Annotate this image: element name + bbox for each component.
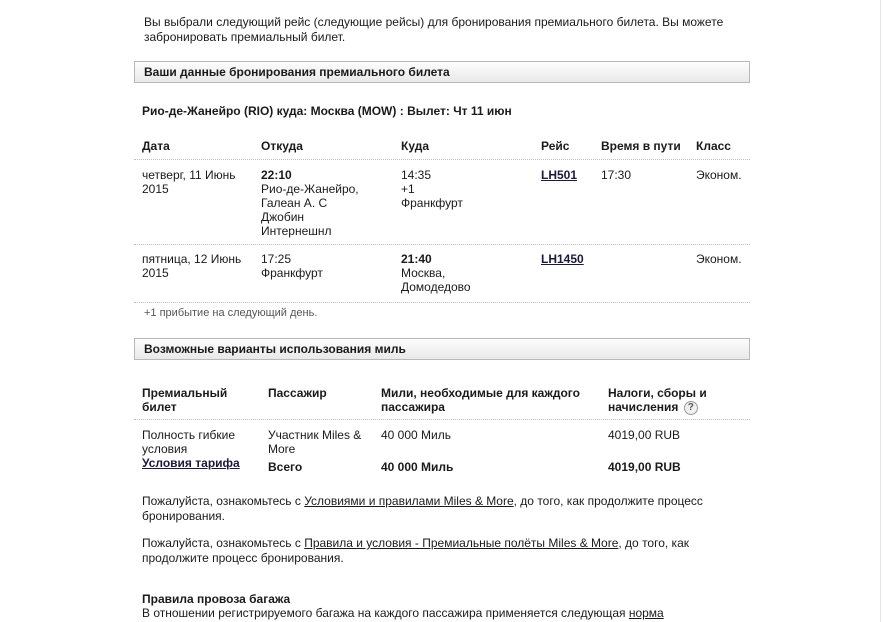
- terms-text: , до того, как продолжите процесс бронирования.: [142, 494, 703, 523]
- baggage-text: [142, 606, 742, 621]
- route-origin: Рио-де-Жанейро (RIO): [142, 104, 274, 118]
- col-class: Класс: [696, 139, 731, 153]
- divider: [134, 302, 750, 303]
- col-award-ticket-line: Премиальный: [142, 386, 228, 400]
- flight-number: [541, 252, 584, 266]
- award-type-line: условия: [142, 442, 188, 456]
- col-taxes: [608, 386, 707, 415]
- dep-place: Рио-де-Жанейро,: [261, 182, 359, 196]
- col-flight: Рейс: [541, 139, 570, 153]
- flight-duration: 17:30: [601, 168, 632, 182]
- award-flights-terms-link[interactable]: Правила и условия - Премиальные полёты Miles & More: [304, 536, 619, 550]
- terms-paragraph-2: [142, 536, 742, 566]
- booking-section-header: Ваши данные бронирования премиального билета: [134, 61, 750, 83]
- miles-value: 40 000 Миль: [381, 428, 451, 442]
- arr-time: 14:35: [401, 168, 432, 182]
- col-passenger: Пассажир: [268, 386, 327, 400]
- arr-place: Домодедово: [401, 280, 471, 294]
- flight-cabin: Эконом.: [696, 252, 742, 266]
- date-year: 2015: [142, 182, 169, 196]
- miles-more-terms-link[interactable]: Условиями и правилами Miles & More: [304, 494, 514, 508]
- date-year: 2015: [142, 266, 169, 280]
- right-border: [880, 0, 881, 622]
- passenger-type-line: Участник Miles &: [268, 428, 362, 442]
- total-miles: 40 000 Миль: [381, 460, 454, 474]
- flight-arrival: [401, 168, 463, 210]
- baggage-allowance-link[interactable]: норма: [628, 606, 664, 620]
- flight-departure: [261, 252, 323, 280]
- col-from: Откуда: [261, 139, 303, 153]
- next-day-marker: +1: [401, 182, 415, 196]
- fare-conditions-link[interactable]: Условия тарифа: [142, 456, 240, 470]
- baggage-title: Правила провоза багажа: [142, 592, 291, 606]
- col-miles-line: Мили, необходимые для каждого: [381, 386, 580, 400]
- col-taxes-line: [608, 400, 707, 415]
- flight-departure: [261, 168, 359, 238]
- col-date: Дата: [142, 139, 170, 153]
- terms-text: Пожалуйста, ознакомьтесь с: [142, 494, 305, 508]
- total-taxes: 4019,00 RUB: [608, 460, 681, 474]
- flight-number-link[interactable]: LH1450: [541, 252, 584, 266]
- route-summary: [142, 104, 512, 118]
- date-line: четверг, 11 Июнь: [142, 168, 236, 182]
- flight-number-link[interactable]: LH501: [541, 168, 578, 182]
- flight-cabin: Эконом.: [696, 168, 742, 182]
- date-line: пятница, 12 Июнь: [142, 252, 242, 266]
- intro-text: Вы выбрали следующий рейс (следующие рейсы) для бронирования премиального билета. Вы можете забронировать премиальный билет.: [144, 15, 724, 44]
- col-miles-required: [381, 386, 580, 414]
- taxes-value: 4019,00 RUB: [608, 428, 681, 442]
- col-miles-line: пассажира: [381, 400, 445, 414]
- col-taxes-label: начисления: [608, 400, 679, 414]
- col-duration: Время в пути: [601, 139, 681, 153]
- dep-time: 17:25: [261, 252, 292, 266]
- flight-date: [142, 252, 241, 280]
- award-type: [142, 428, 240, 470]
- total-label: Всего: [268, 460, 303, 474]
- dep-place: Джобин: [261, 210, 305, 224]
- route-to-label: куда:: [276, 104, 308, 118]
- arr-place: Франкфурт: [401, 196, 463, 210]
- miles-section-header: Возможные варианты использования миль: [134, 338, 750, 360]
- col-taxes-line: Налоги, сборы и: [608, 386, 707, 400]
- col-award-ticket: [142, 386, 227, 414]
- arr-place: Москва,: [401, 266, 446, 280]
- flight-arrival: [401, 252, 471, 294]
- route-departure-label: Вылет:: [407, 104, 450, 118]
- next-day-footnote: +1 прибытие на следующий день.: [144, 307, 318, 319]
- passenger-type: [268, 428, 361, 456]
- dep-place: Франкфурт: [261, 266, 323, 280]
- terms-text: , до того, как продолжите процесс бронирования.: [142, 536, 689, 565]
- divider: [134, 244, 750, 245]
- arr-time: 21:40: [401, 252, 432, 266]
- route-destination: Москва (MOW): [310, 104, 397, 118]
- dep-place: Интернешнл: [261, 224, 332, 238]
- route-separator: :: [399, 104, 404, 118]
- award-type-line: Полность гибкие: [142, 428, 235, 442]
- col-award-ticket-line: билет: [142, 400, 177, 414]
- divider: [134, 419, 750, 420]
- passenger-type-line: More: [268, 442, 296, 456]
- help-icon[interactable]: ?: [684, 401, 698, 415]
- route-departure-date: Чт 11 июн: [453, 104, 512, 118]
- dep-time: 22:10: [261, 168, 292, 182]
- baggage-description: В отношении регистрируемого багажа на каждого пассажира применяется следующая: [142, 606, 629, 620]
- dep-place: Галеан А. С: [261, 196, 328, 210]
- flight-date: [142, 168, 236, 196]
- divider: [134, 159, 750, 160]
- terms-paragraph-1: [142, 494, 742, 524]
- flight-number: [541, 168, 577, 182]
- terms-text: Пожалуйста, ознакомьтесь с: [142, 536, 305, 550]
- col-to: Куда: [401, 139, 429, 153]
